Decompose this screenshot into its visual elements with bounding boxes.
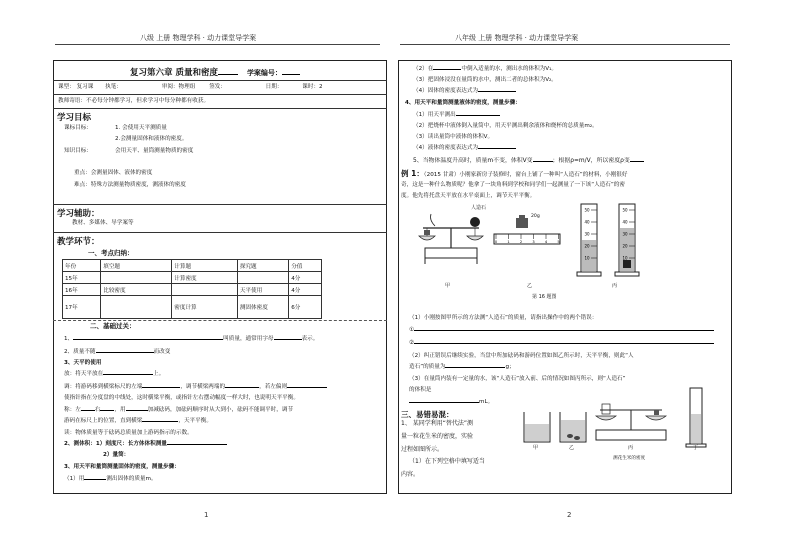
right-page-number: 2 (567, 511, 572, 519)
difficulty: 难点：特殊方法测量物质密度，测液体的密度 (74, 182, 186, 188)
cylinder-tick-label: 20 (584, 243, 590, 249)
basic-divider (53, 320, 387, 321)
steps-title: 教学环节： (57, 237, 100, 247)
r-line-19: 的体积是 (409, 387, 432, 393)
cylinder-tick-label: 40 (584, 219, 590, 225)
key-point: 重点：会测量固体、液体的密度 (74, 170, 153, 176)
easy-1: 1、 某同学利用“替代法”测 (401, 420, 473, 427)
teacher-note: 教师寄语：不必每分钟都学习，但求学习中每分种都有收获。 (58, 98, 210, 104)
aids-rule (53, 232, 387, 233)
easy-title: 三、易错易混： (401, 410, 454, 419)
goals-rule (53, 204, 387, 205)
right-header-rule (400, 44, 730, 45)
fig2-label-yi: 乙 (569, 445, 575, 451)
r-line-15: ② (409, 340, 714, 346)
line-4: 放：将天平放在 上。 (64, 371, 165, 377)
ruler-tick-label: 3 (532, 240, 535, 244)
r-line-3: （4）固体的密度表达式为 (413, 88, 516, 94)
example-1-line-3: 度。他先将托盘天平放在水平桌面上，调节天平平衡。 (401, 193, 536, 199)
goal-label-1: 课标目标： (64, 125, 92, 131)
exam-table (62, 259, 322, 319)
fig-weight-label: 20g (531, 214, 540, 219)
line-10: 2、测体积：1）刻度尺：长方体体积测量 (64, 441, 227, 447)
line-9: 读：物体质量等于砝码总质量加上游码指示的示数。 (64, 430, 193, 436)
fig-stone-label: 人造石 (471, 205, 487, 211)
line-12: 3、用天平和量筒测量固体的密度，测量步骤： (64, 464, 180, 470)
r-line-1: （2）在 中倒入适量的水，测出水的体积为V₁。 (413, 66, 557, 72)
cylinder-tick-label: 20 (622, 243, 628, 249)
ruler-tick-label: 5 (557, 240, 560, 244)
fig-caption: 第 16 题图 (532, 294, 557, 300)
peanut-density-figure (520, 384, 720, 464)
line-1: 1、 叫质量，通常用字母 表示。 (64, 336, 319, 342)
basic-title: 二、基础过关： (90, 322, 136, 330)
fig2-label-jia: 甲 (533, 445, 539, 451)
info-rule (53, 94, 387, 95)
title-rule (53, 80, 387, 81)
goal-1a: 1. 会使用天平测质量 (115, 125, 167, 131)
ruler-tick-label: 0 (494, 240, 498, 244)
fig2-caption: 测花生米的密度 (613, 456, 646, 461)
easy-3: 过程如图所示。 (401, 446, 444, 453)
fig-label-yi: 乙 (527, 283, 533, 289)
doc-title: 复习第六章 质量和密度 学案编号： (130, 66, 300, 78)
aids: 教材、多媒体、导学案等 (72, 220, 134, 226)
easy-2: 量一粒花生米的密度，实验 (401, 433, 474, 440)
left-page-header: 八级 上册 物理学科 · 动力课堂导学案 (140, 34, 257, 42)
table-row: 17年 密度计算 测固体密度 6分 (63, 296, 322, 319)
goal-label-2: 知识目标： (64, 148, 92, 154)
example-1: 例 1：（2015 甘肃）小刚家新房子装修时，窗台上铺了一种叫“人造石”的材料，小刚很好 (401, 169, 628, 178)
line-8: 游码在标尺上的位置，直到横梁 ，天平平衡。 (64, 418, 212, 424)
r-line-8: （4）液体的密度表达式为 (413, 145, 516, 151)
fig-label-jia: 甲 (445, 283, 451, 289)
ruler-tick-label: 2 (519, 240, 523, 244)
r-line-7: （3）读出量筒中液体的体积V。 (413, 134, 494, 140)
easy-5: 内容。 (401, 471, 420, 478)
cylinder-tick-label: 10 (622, 255, 628, 261)
r-line-20: mL。 (409, 399, 493, 405)
r-line-5: （1）用天平测出 (413, 112, 500, 118)
fig2-label-bing: 丙 (628, 445, 634, 451)
line-2: 2、质量不随 而改变 (64, 349, 171, 355)
r-line-9: 5、当物体温度升高时，质量m不变，体积V变 ；根据ρ=m/V，所以密度ρ变 (413, 158, 644, 165)
table-row: 年份 填空题 计算题 探究题 分值 (63, 260, 322, 272)
cylinder-tick-label: 50 (622, 207, 628, 213)
right-page-header: 八年级 上册 物理学科 · 动力课堂导学案 (455, 34, 579, 42)
r-line-4: 4、用天平和量筒测量液体的密度，测量步骤： (405, 100, 521, 106)
table-row: 16年 比较密度 天平使用 4分 (63, 284, 322, 296)
table-row: 15年 计算密度 4分 (63, 272, 322, 284)
ruler-figure-yi (492, 214, 564, 250)
ruler-tick-label: 4 (544, 240, 548, 244)
cylinders-figure-bing (573, 200, 653, 282)
example-1-line-2: 奇，这是一种什么物质呢？他拿了一块角料到学校和同学们一起测量了一下该“人造石”的密 (401, 182, 625, 188)
ruler-tick-label: 1 (507, 240, 510, 244)
fig2-label-ding: 丁 (693, 445, 699, 451)
cylinder-tick-label: 30 (584, 231, 590, 237)
goal-2: 会用天平、量筒测量物质的密度 (115, 148, 194, 154)
r-line-17: 造石”的质量为 g； (409, 364, 515, 370)
r-line-16: （2）纠正错误后继续实验，当盘中所加砝码和游码位置如图乙所示时，天平平衡，则此“人 (409, 353, 634, 359)
note-rule (53, 108, 387, 109)
goals-title: 学习目标 (57, 113, 92, 123)
line-11: 2）量筒： (103, 452, 130, 458)
left-page-number: 1 (204, 511, 209, 519)
goal-1b: 2.会测量固体和液体的密度。 (115, 136, 188, 142)
line-3: 3、天平的使用 (64, 360, 102, 366)
left-header-rule (55, 44, 380, 45)
r-line-14: ① (409, 327, 714, 333)
line-6: 使指针指在分度盘的中线处，这时横梁平衡，或指针左右摆动幅度一样大时，也说明天平平衡。 (64, 395, 299, 401)
line-5: 调：将游码移到横梁标尺的左端 ，调节横梁两端的 ，若左偏则 (64, 384, 327, 390)
line-7: 称：左 右 ，用 加减砝码，加砝码顺序时从大到小，砝码不能调平时，调节 (64, 407, 294, 413)
r-line-2: （3）把固体浸没在量筒的水中，测出二者的总体积为V₂。 (413, 77, 557, 83)
cylinder-tick-label: 40 (622, 219, 628, 225)
r-line-6: （2）把烧杯中液体倒入量筒中，用天平测出剩余液体和烧杯的总质量m₂。 (413, 123, 598, 129)
r-line-18: （3）在量筒内装有一定量的水，该“人造石”放入前、后的情况如图丙所示，则“人造石” (409, 376, 626, 382)
info-row: 课型： 复习课 执笔： 审阅：物理组 签发： 日期： 课时：2 (58, 84, 323, 90)
line-13: （1）用 测出固体的质量m。 (64, 476, 157, 482)
fig-label-bing: 丙 (612, 283, 618, 289)
cylinder-tick-label: 30 (622, 231, 628, 237)
cylinder-tick-label: 50 (584, 207, 590, 213)
easy-4: （1）在下列空格中填写适当 (409, 458, 485, 465)
r-line-13: （1）小刚按图甲所示的方法测“人造石”的质量，请指出操作中的两个错误： (409, 315, 598, 321)
exam-title: 一、考点归纳： (88, 249, 134, 257)
aids-title: 学习辅助： (57, 209, 100, 219)
cylinder-tick-label: 10 (584, 255, 590, 261)
